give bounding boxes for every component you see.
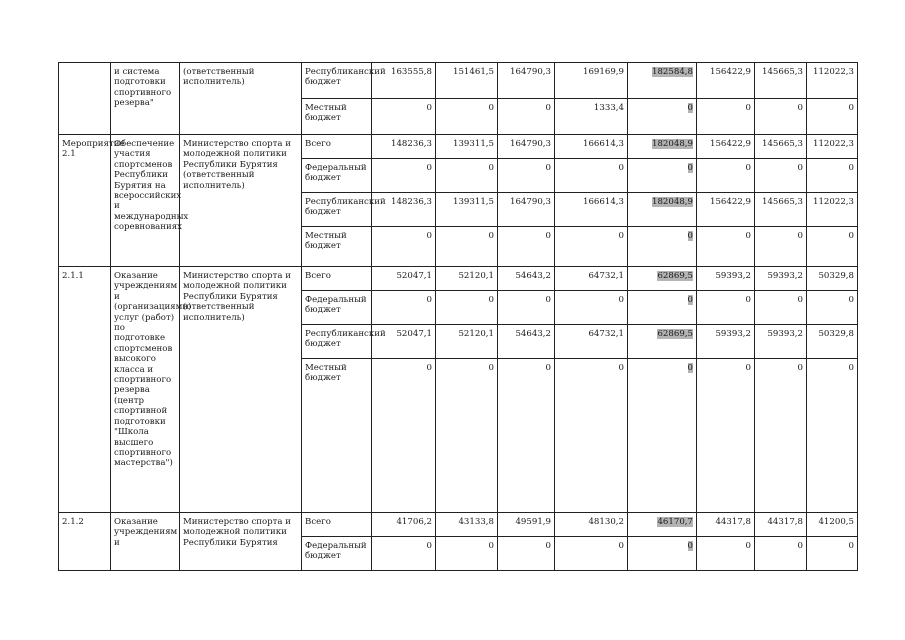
year-value-cell: 0 xyxy=(372,291,436,325)
year-value-cell: 0 xyxy=(755,99,807,135)
executor-cell: Министерство спорта и молодежной политики Республики Бурятия (ответственный исполнитель) xyxy=(180,135,302,267)
year-value-cell: 0 xyxy=(807,159,858,193)
year-value-cell: 0 xyxy=(436,537,498,571)
measure-code-cell: 2.1.2 xyxy=(59,513,111,571)
year-value-cell: 145665,3 xyxy=(755,63,807,99)
year-value-cell: 44317,8 xyxy=(755,513,807,537)
year-value-cell: 0 xyxy=(755,159,807,193)
year-value-cell: 166614,3 xyxy=(555,193,628,227)
year-value-cell: 0 xyxy=(555,537,628,571)
year-value-cell: 59393,2 xyxy=(697,267,755,291)
year-value-cell: 164790,3 xyxy=(498,193,555,227)
funding-source-cell: Федеральный бюджет xyxy=(302,537,372,571)
year-value-cell: 0 xyxy=(807,99,858,135)
funding-source-cell: Местный бюджет xyxy=(302,99,372,135)
measure-name-cell: и система подготовки спортивного резерва" xyxy=(111,63,180,135)
year-value-cell: 0 xyxy=(372,537,436,571)
year-value-cell: 164790,3 xyxy=(498,63,555,99)
year-value-cell: 0 xyxy=(755,291,807,325)
measure-code-cell: Мероприятие 2.1 xyxy=(59,135,111,267)
year-value-cell: 50329,8 xyxy=(807,267,858,291)
highlighted-value: 62869,5 xyxy=(657,329,693,339)
year-value-cell: 0 xyxy=(697,227,755,267)
year-value-cell xyxy=(628,325,697,359)
highlighted-value: 0 xyxy=(687,231,693,241)
year-value-cell: 0 xyxy=(436,227,498,267)
year-value-cell: 49591,9 xyxy=(498,513,555,537)
year-value-cell: 139311,5 xyxy=(436,135,498,159)
year-value-cell: 163555,8 xyxy=(372,63,436,99)
funding-source-cell: Федеральный бюджет xyxy=(302,159,372,193)
budget-table xyxy=(58,62,858,571)
year-value-cell xyxy=(628,227,697,267)
measure-code-cell xyxy=(59,63,111,135)
year-value-cell: 0 xyxy=(755,359,807,513)
year-value-cell: 44317,8 xyxy=(697,513,755,537)
year-value-cell: 0 xyxy=(807,291,858,325)
year-value-cell: 41200,5 xyxy=(807,513,858,537)
year-value-cell: 112022,3 xyxy=(807,193,858,227)
highlighted-value: 182048,9 xyxy=(651,139,693,149)
year-value-cell: 0 xyxy=(697,291,755,325)
year-value-cell: 0 xyxy=(372,227,436,267)
year-value-cell: 0 xyxy=(555,359,628,513)
year-value-cell: 0 xyxy=(498,291,555,325)
executor-cell: (ответственный исполнитель) xyxy=(180,63,302,135)
year-value-cell: 48130,2 xyxy=(555,513,628,537)
year-value-cell: 0 xyxy=(755,227,807,267)
year-value-cell: 139311,5 xyxy=(436,193,498,227)
year-value-cell: 148236,3 xyxy=(372,135,436,159)
year-value-cell: 52047,1 xyxy=(372,325,436,359)
year-value-cell: 166614,3 xyxy=(555,135,628,159)
funding-source-cell: Всего xyxy=(302,135,372,159)
year-value-cell: 59393,2 xyxy=(697,325,755,359)
year-value-cell: 156422,9 xyxy=(697,193,755,227)
year-value-cell: 0 xyxy=(807,359,858,513)
year-value-cell: 156422,9 xyxy=(697,63,755,99)
year-value-cell: 0 xyxy=(498,359,555,513)
year-value-cell: 43133,8 xyxy=(436,513,498,537)
year-value-cell xyxy=(628,267,697,291)
table-body xyxy=(59,63,858,571)
funding-source-cell: Местный бюджет xyxy=(302,359,372,513)
highlighted-value: 46170,7 xyxy=(657,517,693,527)
year-value-cell xyxy=(628,159,697,193)
year-value-cell: 0 xyxy=(498,227,555,267)
year-value-cell: 0 xyxy=(555,291,628,325)
year-value-cell: 50329,8 xyxy=(807,325,858,359)
executor-cell: Министерство спорта и молодежной политики Республики Бурятия xyxy=(180,513,302,571)
measure-code-cell: 2.1.1 xyxy=(59,267,111,513)
table-row xyxy=(59,63,858,99)
year-value-cell: 41706,2 xyxy=(372,513,436,537)
funding-source-cell: Республиканский бюджет xyxy=(302,63,372,99)
highlighted-value: 182584,8 xyxy=(651,67,693,77)
highlighted-value: 0 xyxy=(687,163,693,173)
year-value-cell: 0 xyxy=(697,359,755,513)
year-value-cell: 112022,3 xyxy=(807,135,858,159)
year-value-cell: 0 xyxy=(807,537,858,571)
year-value-cell: 0 xyxy=(697,159,755,193)
funding-source-cell: Всего xyxy=(302,267,372,291)
year-value-cell: 0 xyxy=(498,99,555,135)
year-value-cell: 0 xyxy=(555,227,628,267)
year-value-cell: 52120,1 xyxy=(436,267,498,291)
year-value-cell: 0 xyxy=(697,99,755,135)
year-value-cell: 145665,3 xyxy=(755,135,807,159)
year-value-cell: 145665,3 xyxy=(755,193,807,227)
table-row xyxy=(59,513,858,537)
year-value-cell xyxy=(628,135,697,159)
year-value-cell: 54643,2 xyxy=(498,325,555,359)
year-value-cell: 151461,5 xyxy=(436,63,498,99)
year-value-cell: 164790,3 xyxy=(498,135,555,159)
funding-source-cell: Республиканский бюджет xyxy=(302,325,372,359)
highlighted-value: 0 xyxy=(687,541,693,551)
year-value-cell: 0 xyxy=(436,159,498,193)
funding-source-cell: Всего xyxy=(302,513,372,537)
funding-source-cell: Местный бюджет xyxy=(302,227,372,267)
highlighted-value: 0 xyxy=(687,295,693,305)
table-row xyxy=(59,135,858,159)
year-value-cell: 0 xyxy=(807,227,858,267)
year-value-cell: 59393,2 xyxy=(755,267,807,291)
year-value-cell: 169169,9 xyxy=(555,63,628,99)
highlighted-value: 0 xyxy=(687,103,693,113)
year-value-cell: 0 xyxy=(436,99,498,135)
year-value-cell: 0 xyxy=(498,537,555,571)
year-value-cell: 64732,1 xyxy=(555,325,628,359)
highlighted-value: 0 xyxy=(687,363,693,373)
executor-cell: Министерство спорта и молодежной политики Республики Бурятия (ответственный исполнитель) xyxy=(180,267,302,513)
year-value-cell xyxy=(628,513,697,537)
year-value-cell: 1333,4 xyxy=(555,99,628,135)
highlighted-value: 182048,9 xyxy=(651,197,693,207)
year-value-cell: 0 xyxy=(697,537,755,571)
year-value-cell: 59393,2 xyxy=(755,325,807,359)
table-row xyxy=(59,267,858,291)
year-value-cell: 156422,9 xyxy=(697,135,755,159)
measure-name-cell: Обеспечение участия спортсменов Республики Бурятия на всероссийских и международных соревнованиях xyxy=(111,135,180,267)
year-value-cell xyxy=(628,63,697,99)
year-value-cell: 0 xyxy=(372,359,436,513)
year-value-cell: 0 xyxy=(436,291,498,325)
year-value-cell: 112022,3 xyxy=(807,63,858,99)
year-value-cell: 54643,2 xyxy=(498,267,555,291)
funding-source-cell: Федеральный бюджет xyxy=(302,291,372,325)
year-value-cell xyxy=(628,99,697,135)
year-value-cell xyxy=(628,193,697,227)
year-value-cell: 0 xyxy=(555,159,628,193)
funding-source-cell: Республиканский бюджет xyxy=(302,193,372,227)
year-value-cell: 64732,1 xyxy=(555,267,628,291)
highlighted-value: 62869,5 xyxy=(657,271,693,281)
measure-name-cell: Оказание учреждениям и xyxy=(111,513,180,571)
year-value-cell: 0 xyxy=(372,99,436,135)
year-value-cell: 0 xyxy=(436,359,498,513)
year-value-cell: 0 xyxy=(372,159,436,193)
measure-name-cell: Оказание учреждениям и (организациями) услуг (работ) по подготовке спортсменов высокого класса и спортивного резерва (центр спортивной подготовки "Школа высшего спортивного мастерства") xyxy=(111,267,180,513)
year-value-cell: 0 xyxy=(498,159,555,193)
year-value-cell xyxy=(628,291,697,325)
year-value-cell: 148236,3 xyxy=(372,193,436,227)
year-value-cell: 0 xyxy=(755,537,807,571)
year-value-cell xyxy=(628,537,697,571)
year-value-cell xyxy=(628,359,697,513)
year-value-cell: 52047,1 xyxy=(372,267,436,291)
year-value-cell: 52120,1 xyxy=(436,325,498,359)
